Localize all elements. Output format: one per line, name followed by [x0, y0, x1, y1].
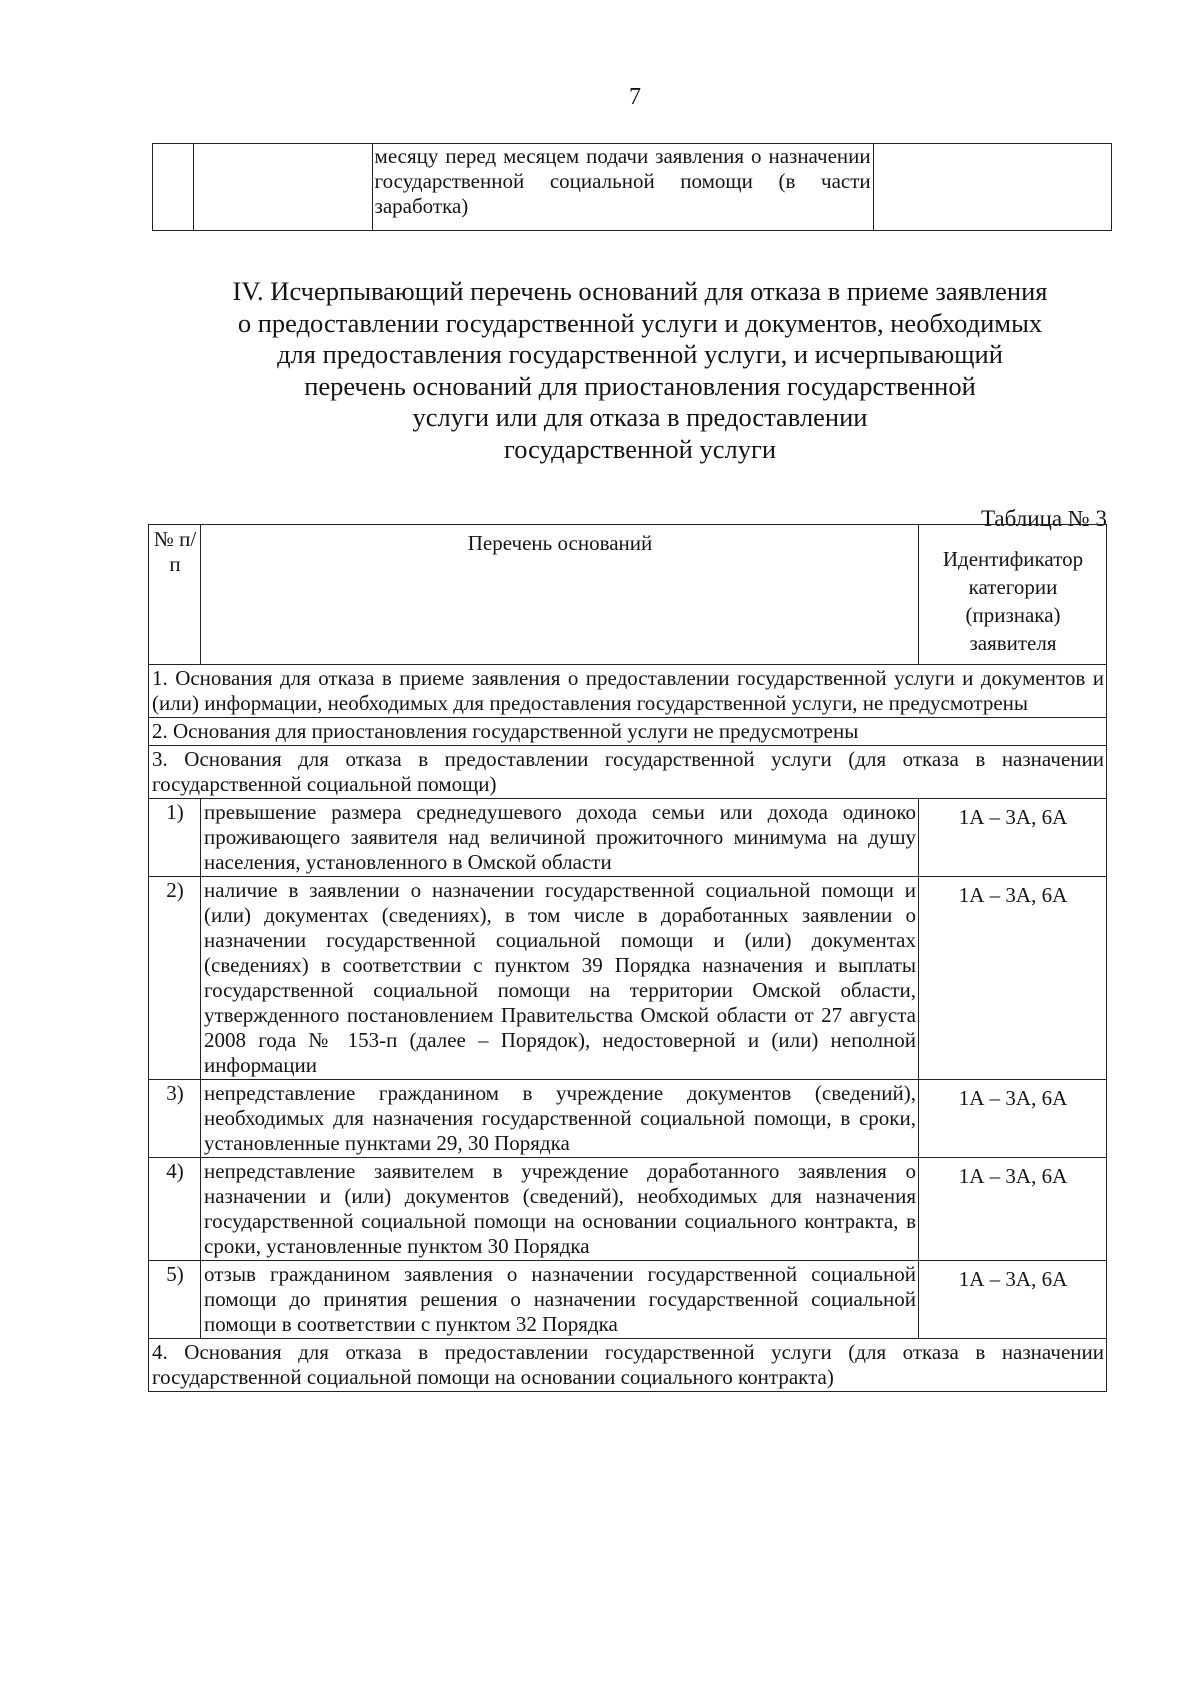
section-title — [160, 276, 1120, 465]
row-number: 5) — [149, 1261, 201, 1339]
table-row — [149, 799, 1107, 877]
section-title-line: IV. Исчерпывающий перечень оснований для отказа в приеме заявления — [232, 276, 1048, 306]
header-category: Идентификатор категории (признака) заявителя — [919, 525, 1107, 665]
section-title-line: услуги или для отказа в предоставлении — [412, 402, 868, 432]
table-row — [149, 877, 1107, 1080]
section-1-row: 1. Основания для отказа в приеме заявления о предоставлении государственной услуги и документов и (или) информации, необходимых для предоставления государственной услуги, не предусмотрены — [149, 665, 1107, 718]
table-row — [153, 144, 1112, 231]
page-number: 7 — [629, 84, 641, 110]
row-number: 2) — [149, 877, 201, 1080]
row-text: непредставление гражданином в учреждение документов (сведений), необходимых для назначения государственной социальной помощи, в сроки, установленные пунктами 29, 30 Порядка — [201, 1080, 919, 1158]
row-number: 3) — [149, 1080, 201, 1158]
row-number: 4) — [149, 1158, 201, 1261]
row-text: отзыв гражданином заявления о назначении государственной социальной помощи до принятия решения о назначении государственной социальной помощи в соответствии с пунктом 32 Порядка — [201, 1261, 919, 1339]
header-number: № п/п — [149, 525, 201, 665]
empty-cell — [153, 144, 194, 231]
row-category: 1А – 3А, 6А — [919, 1080, 1107, 1158]
header-grounds: Перечень оснований — [201, 525, 919, 665]
table-row — [149, 665, 1107, 718]
section-title-line: государственной услуги — [503, 433, 777, 464]
row-category: 1А – 3А, 6А — [919, 799, 1107, 877]
table-row — [149, 1158, 1107, 1261]
row-text: превышение размера среднедушевого дохода семьи или дохода одиноко проживающего заявителя над величиной прожиточного минимума на душу населения, установленного в Омской области — [201, 799, 919, 877]
empty-cell — [873, 144, 1111, 231]
table-caption: Таблица № 3 — [980, 506, 1107, 531]
section-4-row: 4. Основания для отказа в предоставлении государственной услуги (для отказа в назначении государственной социальной помощи на основании социального контракта) — [149, 1339, 1107, 1392]
row-number: 1) — [149, 799, 201, 877]
continuation-table — [152, 143, 1112, 231]
row-text: наличие в заявлении о назначении государственной социальной помощи и (или) документах (сведениях), в том числе в доработанных заявлении о назначении государственной социальной помощи и (или) документах (сведениях) в соответствии с пунктом 39 Порядка назначения и выплаты государственной социальной помощи на территории Омской области, утвержденного постановлением Правительства Омской области от 27 августа 2008 года № 153-п (далее – Порядок), недостоверной и (или) неполной информации — [201, 877, 919, 1080]
section-title-line: перечень оснований для приостановления государственной — [304, 370, 976, 401]
empty-cell — [193, 144, 372, 231]
table-row — [149, 1261, 1107, 1339]
table-row — [149, 1080, 1107, 1158]
section-title-line: для предоставления государственной услуги, и исчерпывающий — [277, 339, 1003, 369]
section-3-row: 3. Основания для отказа в предоставлении государственной услуги (для отказа в назначении государственной социальной помощи) — [149, 746, 1107, 799]
table-row — [149, 718, 1107, 746]
row-category: 1А – 3А, 6А — [919, 1261, 1107, 1339]
table-row — [149, 746, 1107, 799]
section-title-line: о предоставлении государственной услуги и документов, необходимых — [237, 307, 1043, 338]
table-row — [149, 1339, 1107, 1392]
row-category: 1А – 3А, 6А — [919, 1158, 1107, 1261]
row-text: непредставление заявителем в учреждение доработанного заявления о назначении и (или) документов (сведений), необходимых для назначения государственной социальной помощи на основании социального контракта, в сроки, установленные пунктом 30 Порядка — [201, 1158, 919, 1261]
table-header-row — [149, 525, 1107, 665]
section-2-row: 2. Основания для приостановления государственной услуги не предусмотрены — [149, 718, 1107, 746]
grounds-table — [148, 524, 1107, 1392]
continuation-text: месяцу перед месяцем подачи заявления о назначении государственной социальной помощи (в части заработка) — [372, 144, 873, 231]
row-category: 1А – 3А, 6А — [919, 877, 1107, 1080]
